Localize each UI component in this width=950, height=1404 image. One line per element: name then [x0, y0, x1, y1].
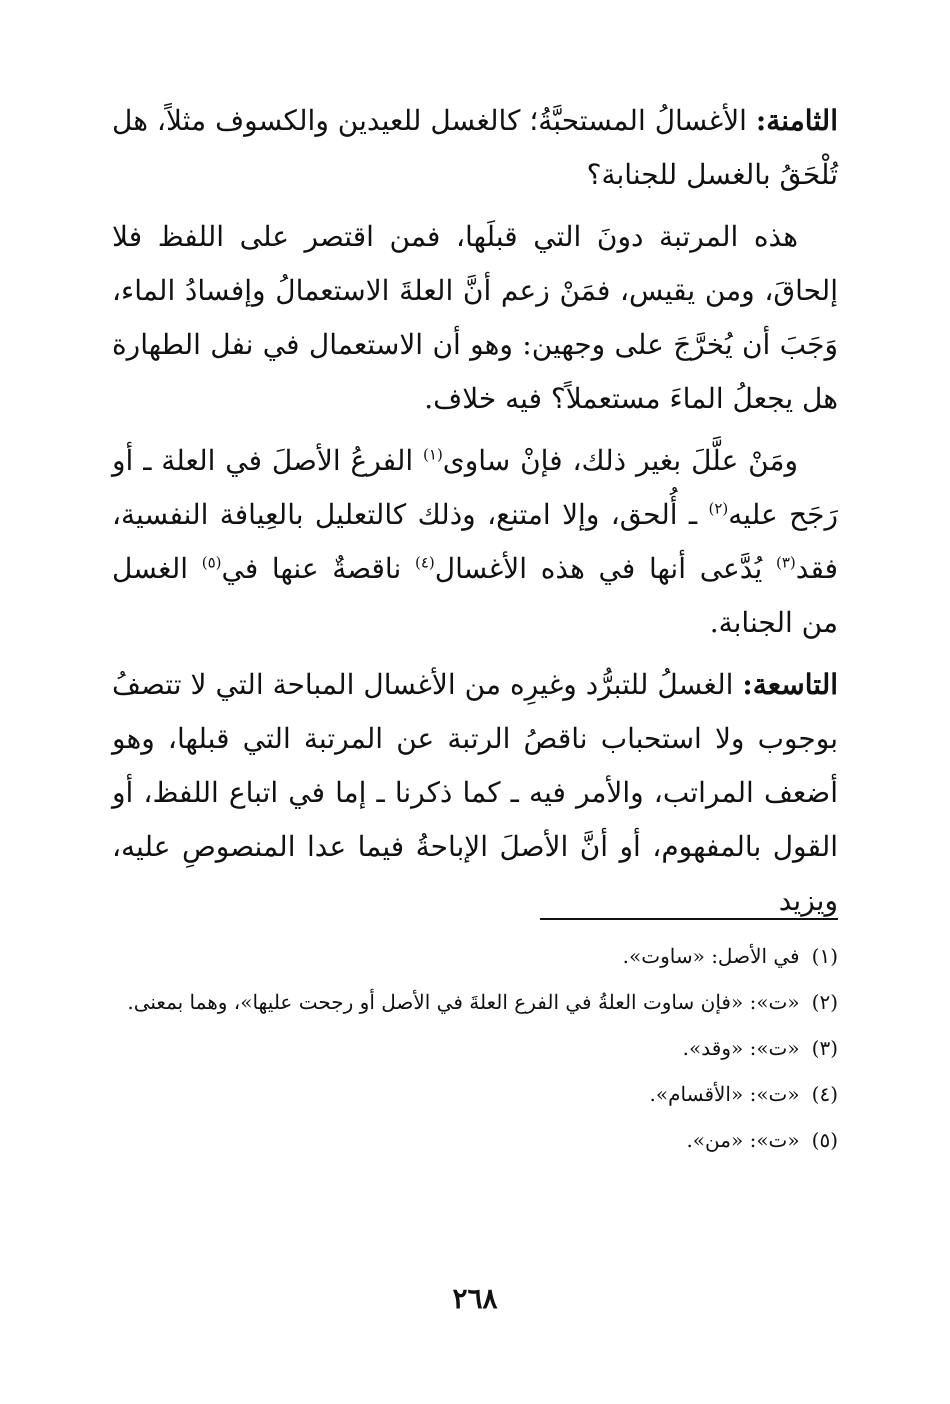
footnote-text: «ت»: «وقد». [682, 1036, 800, 1060]
footnote-number: (٤) [811, 1082, 838, 1106]
footnotes-section [112, 938, 838, 1168]
paragraph-heading: الثامنة: [755, 104, 838, 137]
main-text [112, 94, 838, 936]
paragraph-heading: التاسعة: [742, 668, 838, 701]
footnote-item [112, 984, 838, 1020]
paragraph-reasoning [112, 434, 838, 650]
paragraph-text: الغسلُ للتبرُّد وغيرِه من الأغسال المباحة التي لا تتصفُ بوجوب ولا استحباب ناقصُ الرتبة عن المرتبة التي قبلها، وهو أضعف المراتب، والأمر فيه ـ كما ذكرنا ـ إما في اتباع اللفظ، أو القول بالمفهوم، أو أنَّ الأصلَ الإباحةُ فيما عدا المنصوصِ عليه، ويزيد [112, 668, 838, 917]
paragraph-text-segment: الغسل من الجنابة. [112, 552, 838, 639]
footnote-text: «ت»: «من». [686, 1128, 800, 1152]
footnote-ref-4[interactable]: (٤) [414, 553, 435, 572]
paragraph-text: الأغسالُ المستحبَّةُ؛ كالغسل للعيدين والكسوف مثلاً، هل تُلْحَقُ بالغسل للجنابة؟ [112, 104, 838, 191]
footnote-text: في الأصل: «ساوت». [622, 944, 800, 968]
footnote-number: (٣) [811, 1036, 838, 1060]
paragraph-text: هذه المرتبة دونَ التي قبلَها، فمن اقتصر على اللفظ فلا إلحاقَ، ومن يقيس، فمَنْ زعم أنَّ العلةَ الاستعمالُ وإفسادُ الماء، وَجَبَ أن يُخرَّجَ على وجهين: وهو أن الاستعمال في نفل الطهارة هل يجعلُ الماءَ مستعملاً؟ فيه خلاف. [112, 220, 838, 415]
paragraph-text-segment: يُدَّعى أنها في هذه الأغسال [434, 552, 776, 585]
footnote-ref-2[interactable]: (٢) [708, 499, 729, 518]
footnote-item [112, 1030, 838, 1066]
footnote-item [112, 1076, 838, 1112]
footnote-number: (٥) [811, 1128, 838, 1152]
footnote-text: «ت»: «فإن ساوت العلةُ في الفرع العلةَ في الأصل أو رجحت عليها»، وهما بمعنى. [127, 990, 800, 1014]
page-number: ٢٦٨ [452, 1282, 498, 1315]
footnote-item [112, 1122, 838, 1158]
footnote-ref-3[interactable]: (٣) [775, 553, 796, 572]
footnote-number: (٢) [811, 990, 838, 1014]
footnote-number: (١) [811, 944, 838, 968]
paragraph-text-segment: الفرعُ الأصلَ في العلة ـ أو رَجَح عليه [112, 444, 838, 531]
footnote-item [112, 938, 838, 974]
paragraph-text-segment: ومَنْ علَّلَ بغير ذلك، فإنْ ساوى [442, 444, 798, 477]
footnote-divider [540, 918, 838, 920]
paragraph-ninth [112, 658, 838, 928]
paragraph-text-segment: ـ أُلحق، وإلا امتنع، وذلك كالتعليل بالعِيافة النفسية، فقد [112, 498, 838, 585]
paragraph-rank-discussion [112, 210, 838, 426]
paragraph-eighth [112, 94, 838, 202]
footnote-ref-1[interactable]: (١) [423, 445, 443, 464]
footnote-ref-5[interactable]: (٥) [201, 553, 222, 572]
footnote-text: «ت»: «الأقسام». [649, 1082, 800, 1106]
paragraph-text-segment: ناقصةٌ عنها في [221, 552, 415, 585]
